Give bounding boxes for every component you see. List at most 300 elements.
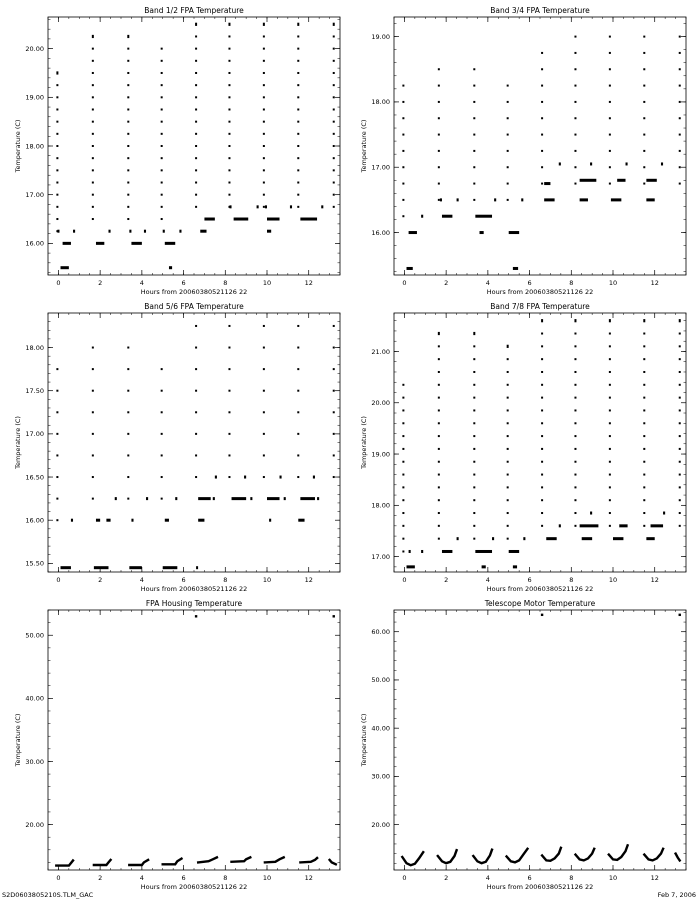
x-tick-label: 6 [527, 576, 532, 584]
data-point [541, 384, 543, 386]
data-point [574, 422, 576, 424]
data-point [127, 182, 129, 184]
data-point [263, 72, 265, 74]
data-point [643, 333, 645, 335]
data-trace [94, 860, 111, 865]
data-run [580, 198, 588, 201]
data-run [475, 215, 492, 218]
data-point [92, 368, 94, 370]
data-point [679, 409, 681, 411]
data-point [609, 435, 611, 437]
data-point [228, 35, 230, 37]
y-axis-label: Temperature (C) [14, 713, 22, 767]
data-point [574, 134, 576, 136]
data-trace [473, 850, 492, 864]
x-tick-label: 10 [262, 874, 272, 882]
data-point [56, 182, 58, 184]
data-point [574, 166, 576, 168]
data-run [267, 230, 271, 233]
data-point [473, 422, 475, 424]
x-tick-label: 12 [650, 576, 659, 584]
x-tick-label: 4 [485, 874, 490, 882]
data-point [574, 499, 576, 501]
data-run [626, 162, 628, 165]
y-tick-label: 16.00 [25, 516, 44, 525]
x-tick-label: 10 [262, 279, 272, 287]
y-tick-label: 19.00 [371, 32, 390, 41]
data-point [195, 60, 197, 62]
data-run [131, 519, 133, 522]
data-run [646, 537, 654, 540]
data-point [92, 476, 94, 478]
y-axis-label: Temperature (C) [360, 416, 368, 469]
data-run [198, 519, 204, 522]
data-point [438, 134, 440, 136]
data-point [574, 384, 576, 386]
data-point [333, 454, 335, 456]
plot-frame [394, 17, 686, 275]
data-point [161, 133, 163, 135]
data-point [263, 157, 265, 159]
data-point [161, 60, 163, 62]
data-point [263, 433, 265, 435]
data-point [297, 347, 299, 349]
data-point [92, 433, 94, 435]
data-point [161, 411, 163, 413]
data-point [263, 182, 265, 184]
data-trace [438, 850, 457, 863]
data-point [438, 85, 440, 87]
y-tick-label: 16.50 [25, 473, 44, 482]
data-point [643, 345, 645, 347]
data-point [92, 390, 94, 392]
data-trace [265, 857, 284, 862]
data-run [146, 497, 148, 500]
data-point [161, 145, 163, 147]
data-point [473, 166, 475, 168]
data-point [161, 206, 163, 208]
data-run [129, 230, 131, 233]
data-run [267, 218, 280, 221]
data-point [438, 486, 440, 488]
data-point [541, 409, 543, 411]
data-point [507, 525, 509, 527]
data-point [609, 68, 611, 70]
data-point [402, 422, 404, 424]
x-axis-label: Hours from 20060380521126 22 [486, 585, 594, 593]
data-run [63, 242, 71, 245]
chart-title: Band 5/6 FPA Temperature [144, 302, 244, 311]
data-point [228, 454, 230, 456]
data-point [541, 101, 543, 103]
data-point [643, 134, 645, 136]
data-run [106, 519, 110, 522]
data-point [609, 345, 611, 347]
data-point [541, 422, 543, 424]
data-point [609, 486, 611, 488]
data-point [195, 23, 197, 26]
data-point [541, 448, 543, 450]
footer-file-id: S2D0603805210S.TLM_GAC [2, 891, 94, 899]
data-point [643, 117, 645, 119]
data-point [643, 422, 645, 424]
data-point [402, 448, 404, 450]
data-point [574, 409, 576, 411]
data-point [438, 183, 440, 185]
data-point [507, 101, 509, 103]
data-point [56, 169, 58, 171]
data-point [228, 411, 230, 413]
data-point [297, 60, 299, 62]
data-point [473, 384, 475, 386]
data-point [609, 117, 611, 119]
data-point [473, 117, 475, 119]
x-tick-label: 10 [608, 576, 618, 584]
data-run [196, 566, 198, 569]
data-point [127, 218, 129, 220]
data-run [409, 231, 417, 234]
data-point [402, 215, 404, 217]
data-run [480, 231, 484, 234]
data-point [333, 133, 335, 135]
x-tick-label: 2 [444, 874, 449, 882]
data-run [94, 566, 109, 569]
data-point [574, 486, 576, 488]
data-point [402, 550, 404, 552]
data-run [651, 524, 664, 527]
data-point [541, 52, 543, 54]
data-point [333, 325, 335, 327]
data-point [56, 194, 58, 196]
data-point [574, 183, 576, 185]
data-point [473, 85, 475, 87]
data-point [263, 96, 265, 98]
data-run [482, 565, 486, 568]
data-point [56, 476, 58, 478]
data-point [228, 157, 230, 159]
y-tick-label: 19.00 [371, 450, 390, 459]
data-run [280, 476, 282, 479]
y-tick-label: 18.00 [25, 142, 44, 151]
data-point [643, 85, 645, 87]
data-run [494, 198, 496, 201]
data-point [679, 614, 681, 616]
data-run [663, 512, 665, 515]
x-tick-label: 8 [223, 576, 228, 584]
data-point [473, 101, 475, 103]
data-point [228, 476, 230, 478]
data-point [507, 397, 509, 399]
y-axis-label: Temperature (C) [14, 119, 22, 173]
data-point [541, 68, 543, 70]
data-point [507, 448, 509, 450]
data-point [297, 454, 299, 456]
data-point [228, 325, 230, 327]
data-point [473, 525, 475, 527]
chart-band78 [360, 302, 686, 593]
data-point [297, 325, 299, 327]
x-tick-label: 10 [262, 576, 272, 584]
chart-telescope-motor [360, 599, 686, 891]
data-point [92, 218, 94, 220]
x-axis-label: Hours from 20060380521126 22 [140, 585, 248, 593]
data-point [679, 397, 681, 399]
data-point [127, 133, 129, 135]
data-point [438, 422, 440, 424]
data-point [473, 68, 475, 70]
data-point [56, 84, 58, 86]
data-point [507, 199, 509, 201]
data-run [580, 524, 599, 527]
data-point [195, 72, 197, 74]
data-point [473, 538, 475, 540]
data-point [56, 145, 58, 147]
data-run [73, 230, 75, 233]
y-tick-label: 17.00 [25, 430, 44, 439]
data-point [574, 448, 576, 450]
x-axis-label: Hours from 20060380521126 22 [140, 883, 248, 891]
y-tick-label: 20.00 [371, 399, 390, 408]
x-tick-label: 12 [304, 279, 313, 287]
data-point [195, 182, 197, 184]
data-point [228, 182, 230, 184]
data-point [473, 358, 475, 360]
data-point [609, 36, 611, 38]
data-point [609, 333, 611, 335]
data-point [161, 218, 163, 220]
data-point [56, 108, 58, 110]
data-point [263, 206, 265, 208]
data-point [574, 85, 576, 87]
data-point [541, 397, 543, 399]
data-point [438, 538, 440, 540]
data-point [333, 411, 335, 413]
data-point [92, 84, 94, 86]
data-point [297, 145, 299, 147]
data-point [679, 512, 681, 514]
data-point [228, 145, 230, 147]
data-point [263, 194, 265, 196]
data-point [473, 474, 475, 476]
data-point [679, 345, 681, 347]
data-point [679, 117, 681, 119]
data-point [333, 368, 335, 370]
data-point [574, 68, 576, 70]
data-run [200, 230, 206, 233]
x-tick-label: 2 [444, 576, 449, 584]
data-point [161, 390, 163, 392]
data-point [92, 411, 94, 413]
data-point [127, 35, 129, 38]
data-point [161, 84, 163, 86]
data-run [144, 230, 146, 233]
data-point [541, 358, 543, 360]
data-run [165, 519, 169, 522]
data-point [333, 615, 335, 617]
data-point [679, 474, 681, 476]
data-point [541, 371, 543, 373]
data-point [679, 384, 681, 386]
data-point [92, 133, 94, 135]
data-point [473, 397, 475, 399]
data-point [473, 183, 475, 185]
data-point [333, 84, 335, 86]
x-tick-label: 0 [56, 279, 61, 287]
data-point [507, 85, 509, 87]
data-point [127, 347, 129, 349]
data-point [438, 358, 440, 360]
data-point [438, 474, 440, 476]
data-point [161, 476, 163, 478]
x-tick-label: 4 [485, 576, 490, 584]
data-point [679, 101, 681, 103]
data-point [92, 498, 94, 500]
data-point [643, 183, 645, 185]
x-tick-label: 8 [223, 874, 228, 882]
data-run [115, 497, 117, 500]
data-point [541, 117, 543, 119]
data-point [541, 499, 543, 501]
data-run [108, 230, 110, 233]
data-point [228, 60, 230, 62]
data-run [71, 519, 73, 522]
data-point [333, 48, 335, 50]
data-point [161, 48, 163, 50]
data-point [195, 454, 197, 456]
data-point [56, 390, 58, 392]
data-run [523, 537, 525, 540]
data-run [317, 497, 319, 500]
data-point [333, 108, 335, 110]
data-point [643, 319, 645, 322]
data-point [643, 435, 645, 437]
data-point [297, 390, 299, 392]
data-point [228, 84, 230, 86]
data-point [679, 333, 681, 335]
data-point [263, 60, 265, 62]
data-point [679, 183, 681, 185]
data-point [679, 358, 681, 360]
data-run [298, 519, 304, 522]
data-point [402, 199, 404, 201]
y-tick-label: 50.00 [371, 676, 390, 685]
data-point [297, 35, 299, 37]
data-point [297, 108, 299, 110]
data-point [679, 36, 681, 38]
data-point [127, 368, 129, 370]
data-point [92, 206, 94, 208]
x-tick-label: 6 [527, 874, 532, 882]
data-point [541, 435, 543, 437]
data-point [438, 332, 440, 335]
data-point [507, 150, 509, 152]
data-point [92, 145, 94, 147]
data-run [300, 218, 317, 221]
data-point [507, 461, 509, 463]
x-axis-label: Hours from 20060380521126 22 [486, 288, 594, 296]
data-point [473, 435, 475, 437]
data-point [161, 454, 163, 456]
data-run [661, 162, 663, 165]
data-point [473, 409, 475, 411]
x-tick-label: 8 [569, 874, 574, 882]
data-point [679, 461, 681, 463]
x-tick-label: 4 [485, 279, 490, 287]
data-point [263, 84, 265, 86]
data-point [438, 371, 440, 373]
data-point [643, 371, 645, 373]
data-run [321, 205, 323, 208]
data-point [228, 368, 230, 370]
data-point [541, 345, 543, 347]
data-point [195, 206, 197, 208]
data-point [609, 409, 611, 411]
data-point [438, 409, 440, 411]
data-point [541, 486, 543, 488]
data-point [161, 194, 163, 196]
data-point [679, 134, 681, 136]
y-tick-label: 16.00 [371, 228, 390, 237]
data-trace [542, 848, 561, 861]
data-run [290, 205, 292, 208]
data-point [333, 35, 335, 37]
data-point [609, 358, 611, 360]
data-point [56, 498, 58, 500]
data-point [333, 121, 335, 123]
data-point [56, 133, 58, 135]
chart-band34 [360, 6, 686, 296]
data-point [56, 411, 58, 413]
data-point [161, 108, 163, 110]
data-point [609, 397, 611, 399]
data-point [507, 345, 509, 348]
x-tick-label: 12 [650, 279, 659, 287]
data-run [559, 162, 561, 165]
data-run [300, 497, 315, 500]
data-run [475, 550, 492, 553]
data-point [263, 368, 265, 370]
data-point [127, 411, 129, 413]
data-point [263, 169, 265, 171]
x-tick-label: 2 [98, 279, 103, 287]
data-point [473, 499, 475, 501]
data-point [127, 476, 129, 478]
data-point [195, 48, 197, 50]
data-point [507, 371, 509, 373]
data-point [541, 333, 543, 335]
data-point [402, 384, 404, 386]
data-run [544, 182, 550, 185]
data-point [643, 448, 645, 450]
data-point [228, 48, 230, 50]
data-point [92, 182, 94, 184]
data-point [402, 538, 404, 540]
data-point [297, 411, 299, 413]
data-run [442, 215, 452, 218]
data-point [297, 133, 299, 135]
data-point [609, 183, 611, 185]
data-run [407, 565, 415, 568]
data-point [541, 319, 543, 322]
data-point [297, 182, 299, 184]
chart-band12 [14, 6, 340, 296]
data-point [541, 614, 543, 616]
data-point [402, 474, 404, 476]
data-point [402, 397, 404, 399]
data-point [541, 166, 543, 168]
x-tick-label: 12 [304, 874, 313, 882]
data-point [507, 358, 509, 360]
